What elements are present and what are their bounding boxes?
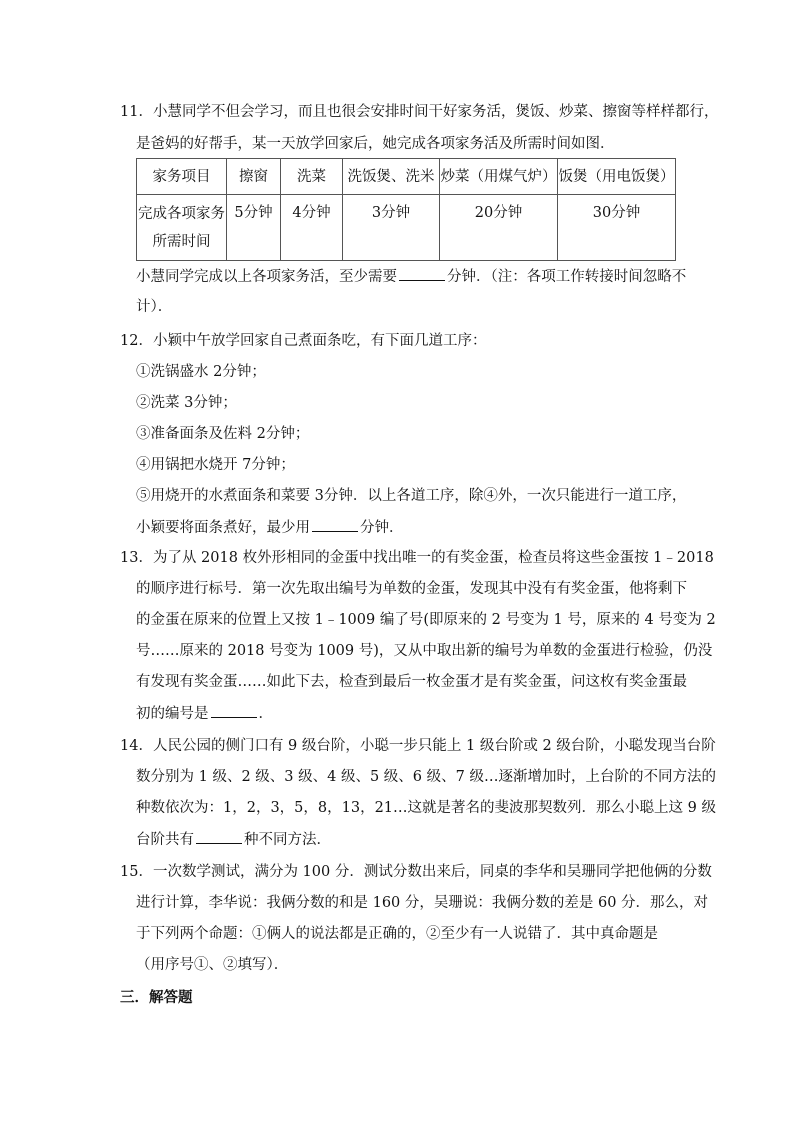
table-header-row bbox=[137, 159, 676, 195]
table-header-cell: 洗菜 bbox=[281, 159, 343, 195]
table-header-cell: 洗饭煲、洗米 bbox=[343, 159, 440, 195]
chores-time-table bbox=[136, 158, 676, 261]
table-cell: 20分钟 bbox=[440, 195, 558, 261]
table-header-cell: 擦窗 bbox=[227, 159, 281, 195]
q12-line-7 bbox=[136, 517, 404, 538]
table-cell: 4分钟 bbox=[281, 195, 343, 261]
q13-line-4: 号……原来的 2018 号变为 1009 号)，又从中取出新的编号为单数的金蛋进行检验，仍没 bbox=[136, 643, 713, 659]
table-header-cell: 家务项目 bbox=[137, 159, 227, 195]
table-row bbox=[137, 195, 676, 261]
q12-text-before-blank: 小颖要将面条煮好，最少用 bbox=[136, 520, 310, 536]
table-header-cell: 饭煲（用电饭煲） bbox=[558, 159, 676, 195]
q12-step-1: ①洗锅盛水 2分钟； bbox=[136, 364, 266, 380]
q15-line-3: 于下列两个命题：①俩人的说法都是正确的，②至少有一人说错了．其中真命题是 bbox=[136, 926, 658, 942]
q14-text-before-blank: 台阶共有 bbox=[136, 832, 194, 848]
q11-line-1: 11．小慧同学不但会学习，而且也很会安排时间干好家务活，煲饭、炒菜、擦窗等样样都行， bbox=[120, 104, 719, 120]
q13-text-after-blank: ． bbox=[258, 706, 273, 722]
q14-text-after-blank: 种不同方法． bbox=[244, 832, 331, 848]
q13-line-5: 有发现有奖金蛋……如此下去，检查到最后一枚金蛋才是有奖金蛋，问这枚有奖金蛋最 bbox=[136, 674, 687, 690]
table-cell: 5分钟 bbox=[227, 195, 281, 261]
q11-text-before-blank: 小慧同学完成以上各项家务活，至少需要 bbox=[136, 269, 397, 285]
answer-blank[interactable] bbox=[399, 266, 445, 281]
q13-text-before-blank: 初的编号是 bbox=[136, 706, 209, 722]
section-heading-answer-questions: 三．解答题 bbox=[120, 990, 193, 1006]
table-cell: 3分钟 bbox=[343, 195, 440, 261]
q11-text-after-blank: 分钟．（注：各项工作转接时间忽略不 bbox=[447, 269, 687, 285]
table-cell: 30分钟 bbox=[558, 195, 676, 261]
q14-line-3: 种数依次为：1，2，3，5，8，13，21…这就是著名的斐波那契数列．那么小聪上这 9 级 bbox=[136, 800, 716, 816]
q13-line-3: 的金蛋在原来的位置上又按 1﹣1009 编了号(即原来的 2 号变为 1 号，原来的 4 号变为 2 bbox=[136, 612, 716, 628]
q13-line-1: 13．为了从 2018 枚外形相同的金蛋中找出唯一的有奖金蛋，检查员将这些金蛋按 1﹣2018 bbox=[120, 550, 714, 566]
answer-blank[interactable] bbox=[312, 517, 358, 532]
q12-line-1: 12．小颖中午放学回家自己煮面条吃，有下面几道工序： bbox=[120, 333, 487, 349]
q12-step-4: ④用锅把水烧开 7分钟； bbox=[136, 457, 295, 473]
q11-line-4: 计）． bbox=[136, 299, 173, 315]
table-header-cell: 炒菜（用煤气炉） bbox=[440, 159, 558, 195]
answer-blank[interactable] bbox=[196, 829, 242, 844]
q11-line-2: 是爸妈的好帮手，某一天放学回家后，她完成各项家务活及所需时间如图． bbox=[136, 136, 615, 152]
q13-line-6 bbox=[136, 703, 273, 724]
row-label-cell bbox=[137, 195, 227, 261]
q15-line-2: 进行计算，李华说：我俩分数的和是 160 分，吴珊说：我俩分数的差是 60 分．那么，对 bbox=[136, 895, 709, 911]
q14-line-1: 14．人民公园的侧门口有 9 级台阶，小聪一步只能上 1 级台阶或 2 级台阶，小聪发现当台阶 bbox=[120, 738, 716, 754]
q12-text-after-blank: 分钟． bbox=[360, 520, 404, 536]
q14-line-2: 数分别为 1 级、2 级、3 级、4 级、5 级、6 级、7 级…逐渐增加时，上台阶的不同方法的 bbox=[136, 769, 716, 785]
q11-line-3 bbox=[136, 266, 686, 287]
q14-line-4 bbox=[136, 829, 331, 850]
answer-blank[interactable] bbox=[211, 703, 257, 718]
q15-line-1: 15．一次数学测试，满分为 100 分．测试分数出来后，同桌的李华和吴珊同学把他俩的分数 bbox=[120, 864, 712, 880]
q12-step-3: ③准备面条及佐料 2分钟； bbox=[136, 426, 310, 442]
q15-line-4: （用序号①、②填写）． bbox=[136, 957, 289, 973]
q13-line-2: 的顺序进行标号．第一次先取出编号为单数的金蛋，发现其中没有有奖金蛋，他将剩下 bbox=[136, 581, 687, 597]
row-label-line-2: 所需时间 bbox=[152, 233, 211, 250]
q12-step-2: ②洗菜 3分钟； bbox=[136, 395, 237, 411]
row-label-line-1: 完成各项家务 bbox=[138, 205, 225, 222]
q12-step-5: ⑤用烧开的水煮面条和菜要 3分钟．以上各道工序，除④外，一次只能进行一道工序， bbox=[136, 488, 687, 504]
